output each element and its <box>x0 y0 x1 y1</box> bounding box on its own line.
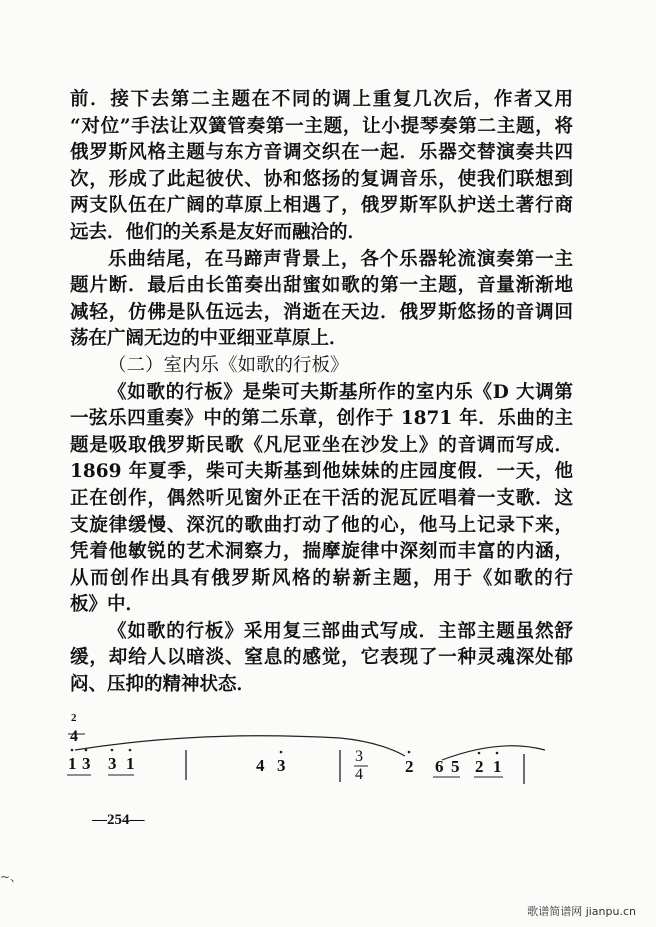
text-line: 乐曲结尾，在马蹄声背景上，各个乐器轮流演奏第一主 <box>108 248 573 270</box>
note: 1 <box>126 754 135 773</box>
text-line: 缓，却给人以暗淡、窒息的感觉，它表现了一种灵魂深处郁 <box>70 647 573 669</box>
text-line: 俄罗斯风格主题与东方音调交织在一起．乐器交替演奏共四 <box>70 142 573 164</box>
text-line: 正在创作，偶然听见窗外正在干活的泥瓦匠唱着一支歌．这 <box>70 487 573 509</box>
page-number: —254— <box>92 812 145 828</box>
section-heading: （二）室内乐《如歌的行板》 <box>108 354 349 376</box>
text-line: 荡在广阔无边的中亚细亚草原上． <box>70 328 348 350</box>
text-line: 1869 年夏季，柴可夫斯基到他妹妹的庄园度假．一天，他 <box>70 461 573 483</box>
note: 2 <box>475 757 484 776</box>
note: 6 <box>435 757 444 776</box>
note: 1 <box>68 754 77 773</box>
watermark: 歌谱简谱网 jianpu.cn <box>527 905 636 918</box>
margin-mark: ~、 <box>0 870 23 884</box>
octave-dots <box>71 749 499 755</box>
note: 3 <box>82 754 91 773</box>
time-signature-numerator: 2 <box>71 712 77 724</box>
text-line: 题是吸取俄罗斯民歌《凡尼亚坐在沙发上》的音调而写成． <box>70 434 573 456</box>
time-signature-denominator: 4 <box>355 766 363 783</box>
note: 1 <box>493 757 502 776</box>
text-line: 前．接下去第二主题在不同的调上重复几次后，作者又用 <box>70 89 573 110</box>
body-text <box>70 87 573 699</box>
text-line: 两支队伍在广阔的草原上相遇了，俄罗斯军队护送土著行商 <box>70 195 573 217</box>
notation-lines <box>0 700 656 810</box>
text-line: 闷、压抑的精神状态． <box>70 674 256 696</box>
text-line: 减轻，仿佛是队伍远去，消逝在天边．俄罗斯悠扬的音调回 <box>70 301 573 323</box>
text-line: 题片断．最后由长笛奏出甜蜜如歌的第一主题，音量渐渐地 <box>70 275 573 297</box>
note: 4 <box>256 756 265 775</box>
text-line: “对位”手法让双簧管奏第一主题，让小提琴奏第二主题，将 <box>70 115 573 137</box>
note: 3 <box>277 756 286 775</box>
text-line: 一弦乐四重奏》中的第二乐章，创作于 1871 年．乐曲的主 <box>70 408 573 430</box>
text-line: 从而创作出具有俄罗斯风格的崭新主题，用于《如歌的行 <box>70 567 573 589</box>
text-line: 《如歌的行板》是柴可夫斯基所作的室内乐《D 大调第 <box>108 381 573 403</box>
note: 3 <box>108 754 117 773</box>
note: 2 <box>405 757 414 776</box>
note: 5 <box>451 757 460 776</box>
text-line: 凭着他敏锐的艺术洞察力，揣摩旋律中深刻而丰富的内涵， <box>70 541 573 563</box>
text-line: 《如歌的行板》采用复三部曲式写成．主部主题虽然舒 <box>108 620 573 642</box>
text-line: 远去．他们的关系是友好而融洽的． <box>70 221 367 243</box>
text-line: 板》中． <box>70 594 145 616</box>
time-signature-numerator: 3 <box>355 748 363 765</box>
text-line: 次，形成了此起彼伏、协和悠扬的复调音乐，使我们联想到 <box>70 168 573 190</box>
jianpu-notation <box>0 700 656 810</box>
text-line: 支旋律缓慢、深沉的歌曲打动了他的心，他马上记录下来， <box>70 514 573 536</box>
time-signature-denominator: 4 <box>70 728 78 745</box>
